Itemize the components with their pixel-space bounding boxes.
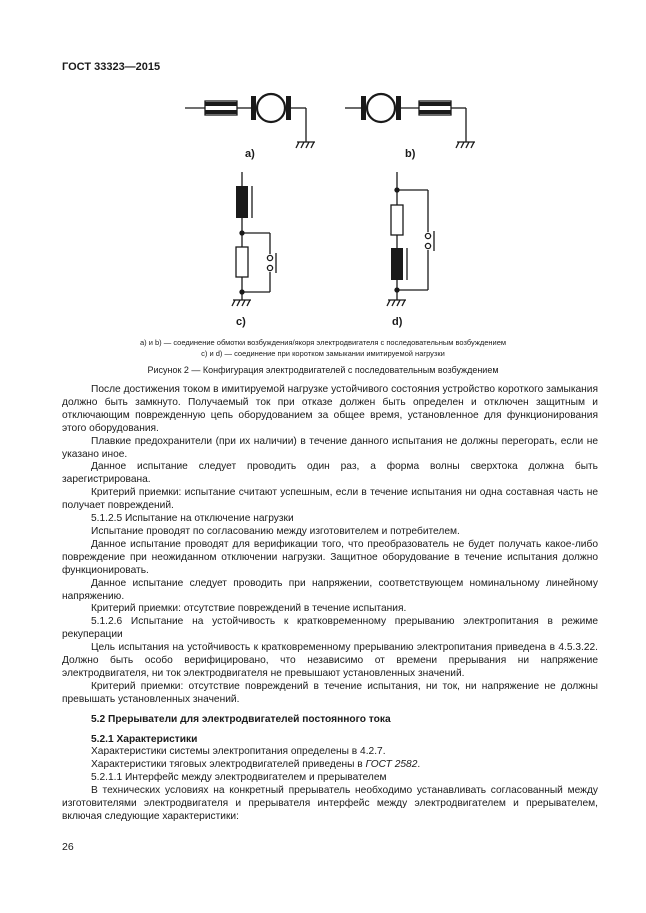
figure-label-c: c) — [236, 316, 246, 328]
section-heading-5-2: 5.2 Прерыватели для электродвигателей постоянного тока — [91, 713, 391, 725]
body-text — [62, 384, 598, 824]
standard-reference: ГОСТ 2582 — [365, 759, 418, 771]
paragraph — [62, 759, 598, 772]
figure-note-2: c) и d) — соединение при коротком замыкании имитируемой нагрузки — [201, 349, 445, 358]
diagram-a — [185, 94, 315, 148]
paragraph: Данное испытание следует проводить при напряжении, соответствующем номинальному линейному напряжению. — [62, 577, 598, 602]
figure-label-b: b) — [405, 148, 416, 160]
figure-label-a: a) — [245, 148, 255, 160]
paragraph: Испытание проводят по согласованию между изготовителем и потребителем. — [91, 525, 460, 537]
document-header: ГОСТ 33323—2015 — [62, 61, 161, 73]
paragraph: В технических условиях на конкретный прерыватель необходимо устанавливать согласованный между изготовителями электродвигателя и прерывателя интерфейс между электродвигателем и прерывателем, включая следующие характеристики: — [62, 785, 598, 822]
paragraph: Данное испытание следует проводить один раз, а форма волны сверхтока должна быть зарегистрирована. — [62, 461, 598, 486]
paragraph: После достижения током в имитируемой нагрузке устойчивого состояния устройство короткого замыкания должно быть замкнуто. Получаемый ток при отказе должен быть определен и отключен защитным и отключающим поврежденную цепь оборудованием за общее время, установленное для функционирования этого оборудования. — [62, 384, 598, 434]
diagram-b — [345, 94, 475, 148]
section-heading-5-2-1: 5.2.1 Характеристики — [91, 733, 198, 745]
paragraph: Критерий приемки: испытание считают успешным, если в течение испытания ни одна составная часть не получает повреждений. — [62, 487, 598, 512]
circuit-figure — [0, 0, 646, 340]
paragraph: Данное испытание проводят для верификации того, что преобразователь не будет получать какое-либо повреждение при неожиданном отключении нагрузки. Защитное оборудование в течение испытания должно функционировать. — [62, 538, 598, 576]
diagram-c — [232, 172, 276, 306]
section-heading-5-1-2-6: 5.1.2.6 Испытание на устойчивость к кратковременному прерыванию электропитания в режиме рекуперации — [62, 616, 598, 641]
section-heading-5-1-2-5: 5.1.2.5 Испытание на отключение нагрузки — [91, 513, 294, 525]
figure-caption: Рисунок 2 — Конфигурация электродвигателей с последовательным возбуждением — [147, 365, 499, 375]
page-number: 26 — [62, 841, 74, 853]
paragraph-text: Характеристики тяговых электродвигателей приведены в — [91, 759, 366, 771]
figure-label-d: d) — [392, 316, 403, 328]
section-heading-5-2-1-1: 5.2.1.1 Интерфейс между электродвигателем и прерывателем — [91, 772, 387, 784]
paragraph: Цель испытания на устойчивость к кратковременному прерыванию электропитания приведена в 4.5.3.22. Должно быть особо верифицировано, что независимо от времени прерывания ни напряжение электродвигателя, ни ток электродвигателя не превышают установленных значений. — [62, 642, 598, 679]
paragraph: Критерий приемки: отсутствие повреждений в течение испытания. — [91, 603, 407, 615]
paragraph-text: . — [417, 759, 421, 771]
paragraph: Плавкие предохранители (при их наличии) в течение данного испытания не должны перегорать, если не указано иное. — [62, 435, 598, 460]
paragraph: Характеристики системы электропитания определены в 4.2.7. — [91, 746, 386, 758]
diagram-d — [387, 172, 434, 306]
paragraph: Критерий приемки: отсутствие повреждений в течение испытания, ни ток, ни напряжение не должны превышать установленных значений. — [62, 680, 598, 705]
figure-note-1: а) и b) — соединение обмотки возбуждения/якоря электродвигателя с последовательным возбуждением — [139, 338, 507, 347]
